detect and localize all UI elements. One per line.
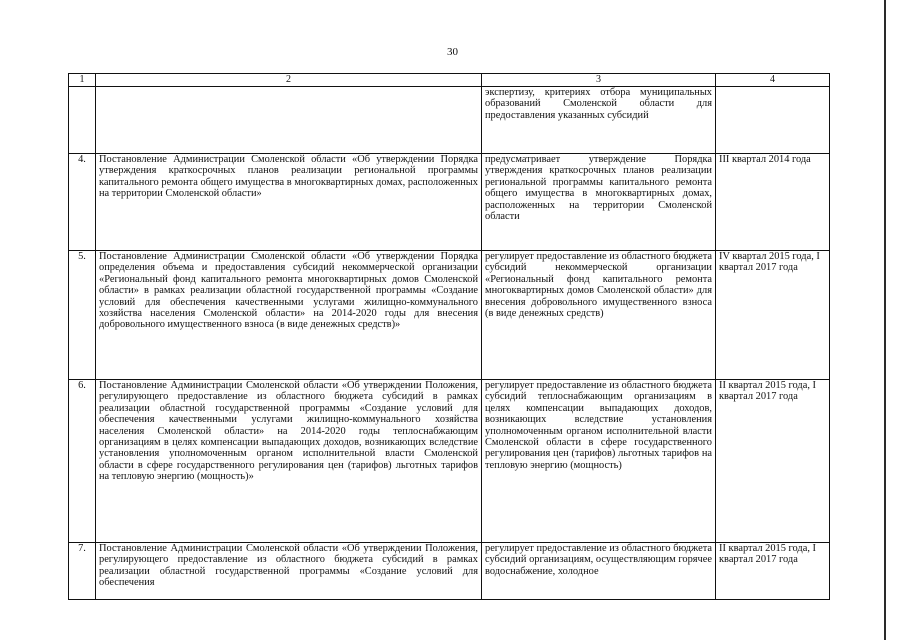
cell-term: II квартал 2015 года, I квартал 2017 года <box>716 380 830 543</box>
table-row-continuation <box>69 87 830 154</box>
cell-act: Постановление Администрации Смоленской области «Об утверждении Положения, регулирующего предоставление из областного бюджета субсидий в рамках реализации областной государственной программы «Создание условий для обеспечения качественными услугами жилищно-коммунального хозяйства населения Смоленской области» на 2014-2020 годы теплоснабжающим организациям в целях компенсации выпадающих доходов, возникающих вследствие установления уполномоченным органом исполнительной власти Смоленской области в сфере государственного регулирования цен (тарифов) льготных тарифов на тепловую энергию (мощность)» <box>96 380 482 543</box>
cell-act <box>96 87 482 154</box>
cell-term <box>716 87 830 154</box>
header-col-3: 3 <box>482 74 716 87</box>
cell-purpose: регулирует предоставление из областного бюджета субсидий некоммерческой организации «Региональный фонд капитального ремонта многоквартирных домов Смоленской области» для внесения добровольного имущественного взноса (в виде денежных средств) <box>482 251 716 380</box>
cell-num <box>69 87 96 154</box>
page-number: 30 <box>447 46 458 58</box>
table-row <box>69 154 830 251</box>
cell-num: 6. <box>69 380 96 543</box>
cell-act: Постановление Администрации Смоленской области «Об утверждении Порядка утверждения краткосрочных планов реализации региональной программы капитального ремонта общего имущества в многоквартирных домах, расположенных на территории Смоленской области» <box>96 154 482 251</box>
cell-term: IV квартал 2015 года, I квартал 2017 года <box>716 251 830 380</box>
cell-purpose: предусматривает утверждение Порядка утверждения краткосрочных планов реализации региональной программы капитального ремонта общего имущества в многоквартирных домах, расположенных на территории Смоленской области <box>482 154 716 251</box>
cell-purpose: экспертизу, критериях отбора муниципальных образований Смоленской области для предоставления указанных субсидий <box>482 87 716 154</box>
cell-purpose: регулирует предоставление из областного бюджета субсидий организациям, осуществляющим горячее водоснабжение, холодное <box>482 543 716 600</box>
page-right-edge <box>884 0 886 640</box>
table-row <box>69 380 830 543</box>
cell-purpose: регулирует предоставление из областного бюджета субсидий теплоснабжающим организациям в целях компенсации выпадающих доходов, возникающих вследствие установления уполномоченным органом исполнительной власти Смоленской области в сфере государственного регулирования цен (тарифов) льготных тарифов на тепловую энергию (мощность) <box>482 380 716 543</box>
cell-num: 4. <box>69 154 96 251</box>
cell-act: Постановление Администрации Смоленской области «Об утверждении Порядка определения объема и предоставления субсидий некоммерческой организации «Региональный фонд капитального ремонта многоквартирных домов Смоленской области» в рамках реализации областной государственной программы «Создание условий для обеспечения качественными услугами жилищно-коммунального хозяйства населения Смоленской области» на 2014-2020 годы для внесения добровольного имущественного взноса (в виде денежных средств)» <box>96 251 482 380</box>
document-table <box>68 73 830 600</box>
table-header-row <box>69 74 830 87</box>
cell-num: 7. <box>69 543 96 600</box>
cell-term: II квартал 2015 года, I квартал 2017 года <box>716 543 830 600</box>
cell-act: Постановление Администрации Смоленской области «Об утверждении Положения, регулирующего предоставление из областного бюджета субсидий в рамках реализации областной государственной программы «Создание условий для обеспечения <box>96 543 482 600</box>
table-row <box>69 543 830 600</box>
header-col-1: 1 <box>69 74 96 87</box>
header-col-2: 2 <box>96 74 482 87</box>
cell-term: III квартал 2014 года <box>716 154 830 251</box>
table-row <box>69 251 830 380</box>
cell-num: 5. <box>69 251 96 380</box>
header-col-4: 4 <box>716 74 830 87</box>
